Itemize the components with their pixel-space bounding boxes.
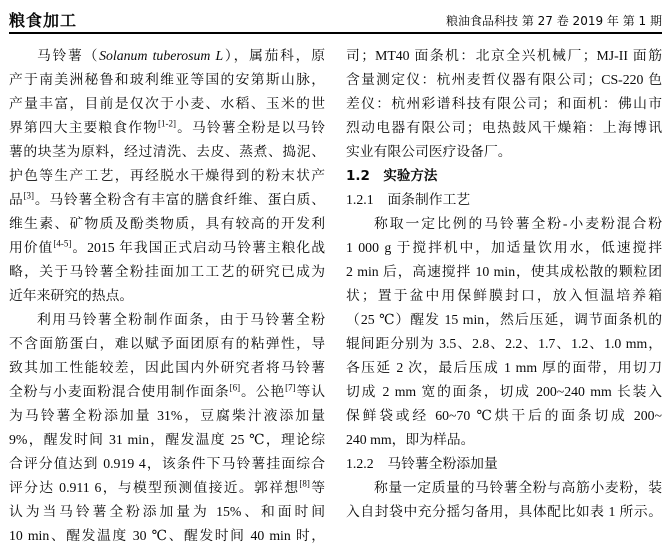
text-segment: 品 (9, 192, 24, 207)
text-segment: 称量一定质量的马铃薯全粉与高筋小麦粉，装 (374, 480, 662, 495)
text-segment: 10 min、醒发温度 30 ℃、醒发时间 40 min 时， (9, 528, 325, 543)
subsection-heading (346, 188, 662, 212)
text-segment: 等认 (295, 384, 326, 399)
text-segment: 差仪：杭州彩谱科技有限公司；和面机：佛山市 (346, 96, 662, 111)
text-segment: 烈动电器有限公司；电热鼓风干燥箱：上海博讯 (346, 120, 662, 135)
journal-issue-info: 粮油食品科技 第 27 卷 2019 年 第 1 期 (446, 14, 662, 28)
text-segment: 司；MT40 面条机：北京全兴机械厂；MJ-II 面筋 (346, 48, 662, 63)
text-line (346, 428, 662, 452)
text-segment: 各压延 2 次，最后压成 1 mm 厚的面带，用切刀 (346, 360, 662, 375)
text-segment: 切成 2 mm 宽的面条，切成 200~240 mm 长装入 (346, 384, 662, 399)
text-line (346, 476, 662, 500)
text-segment: 。马铃薯全粉含有丰富的膳食纤维、蛋白质、 (34, 192, 326, 207)
text-segment: 1.2.2 马铃薯全粉添加量 (346, 456, 498, 471)
text-line (346, 308, 662, 332)
text-segment: 1.2.1 面条制作工艺 (346, 192, 471, 207)
text-line (346, 260, 662, 284)
text-segment: 。2015 年我国正式启动马铃薯主粮化战 (71, 240, 326, 255)
text-segment: 含量测定仪：杭州麦哲仪器有限公司；CS-220 色 (346, 72, 662, 87)
text-segment: 2 min 后，高速搅拌 10 min，使其成松散的颗粒团 (346, 264, 662, 279)
text-segment: 1 000 g 于搅拌机中，加适量饮用水，低速搅拌 (346, 240, 662, 255)
text-line (9, 332, 325, 356)
text-segment: 合评分值达到 0.919 4，该条件下马铃薯挂面综合 (9, 456, 325, 471)
text-line (346, 332, 662, 356)
text-segment: 保鲜袋或经 60~70 ℃烘干后的面条切成 200~ (346, 408, 662, 423)
text-segment: 9%，醒发时间 31 min，醒发温度 25 ℃，理论综 (9, 432, 325, 447)
text-segment: 全粉与小麦面粉混合使用制作面条 (9, 384, 230, 399)
citation-ref: [8] (299, 478, 310, 489)
text-line (9, 500, 325, 524)
text-line (9, 212, 325, 236)
text-segment: 马铃薯（ (37, 48, 100, 63)
text-segment: （25 ℃）醒发 15 min，然后压延，调节面条机的 (346, 312, 662, 327)
text-line (9, 260, 325, 284)
text-line (346, 140, 662, 164)
text-segment: 维生素、矿物质及酚类物质，具有较高的开发利 (9, 216, 325, 231)
text-line (346, 404, 662, 428)
citation-ref: [7] (285, 382, 296, 393)
subsection-heading (346, 452, 662, 476)
text-segment: 产于南美洲秘鲁和玻利维亚等国的安第斯山脉， (9, 72, 325, 87)
text-line (9, 140, 325, 164)
text-segment: 。马铃薯全粉是以马铃 (176, 120, 325, 135)
text-segment: 认为当马铃薯全粉添加量为 15%、和面时间 (9, 504, 325, 519)
text-line (9, 284, 325, 308)
text-line (9, 380, 325, 404)
text-segment: 等 (309, 480, 326, 495)
text-segment: 240 mm，即为样品。 (346, 432, 475, 447)
text-segment: 略，关于马铃薯全粉挂面加工工艺的研究已成为 (9, 264, 325, 279)
text-line (346, 212, 662, 236)
text-line (346, 92, 662, 116)
text-segment: 薯的块茎为原料，经过清洗、去皮、蒸煮、捣泥、 (9, 144, 325, 159)
text-line (346, 356, 662, 380)
text-line (9, 404, 325, 428)
text-segment: 近年来研究的热点。 (9, 288, 134, 303)
text-segment: 为马铃薯全粉添加量 31%，豆腐柴汁液添加量 (9, 408, 325, 423)
text-line (9, 452, 325, 476)
section-heading (346, 164, 662, 188)
right-column (346, 44, 662, 548)
text-line (9, 428, 325, 452)
text-segment: 实业有限公司医疗设备厂。 (346, 144, 512, 159)
text-line (9, 44, 325, 68)
citation-ref: [4-5] (53, 238, 72, 249)
text-line (9, 308, 325, 332)
text-line (9, 236, 325, 260)
text-segment: 护色等生产工艺，再经脱水干燥得到的粉末状产 (9, 168, 325, 183)
text-segment: 产量丰富，目前是仅次于小麦、水稻、玉米的世 (9, 96, 325, 111)
citation-ref: [6] (229, 382, 241, 393)
text-segment: 1.2 实验方法 (346, 168, 438, 184)
text-segment: 评分达 0.911 6，与模型预测值接近。郭祥想 (9, 480, 300, 495)
text-segment: 辊间距分别为 3.5、2.8、2.2、1.7、1.2、1.0 mm， (346, 336, 662, 351)
text-segment: 不含面筋蛋白，难以赋予面团原有的粘弹性，导 (9, 336, 325, 351)
text-line (346, 116, 662, 140)
text-segment: 致其加工性能较差，因此国内外研究者将马铃薯 (9, 360, 325, 375)
text-segment: 称取一定比例的马铃薯全粉-小麦粉混合粉 (374, 216, 662, 231)
text-line (346, 44, 662, 68)
text-line (346, 284, 662, 308)
text-segment: 界第四大主要粮食作物 (9, 120, 158, 135)
latin-species-name: Solanum tuberosum L (99, 48, 224, 63)
text-segment: 用价值 (9, 240, 54, 255)
text-line (9, 476, 325, 500)
text-line (9, 116, 325, 140)
article-body (9, 44, 662, 548)
text-line (9, 356, 325, 380)
text-line (9, 524, 325, 548)
text-segment: 入自封袋中充分摇匀备用，具体配比如表 1 所示。 (346, 504, 662, 519)
text-segment: ），属茄科，原 (223, 48, 326, 63)
text-line (9, 164, 325, 188)
text-segment: 状；置于盆中用保鲜膜封口，放入恒温培养箱 (346, 288, 662, 303)
text-line (9, 188, 325, 212)
page-header (9, 5, 662, 31)
text-line (9, 68, 325, 92)
header-rule (9, 32, 662, 34)
section-label: 粮食加工 (9, 11, 78, 30)
citation-ref: [1-2] (158, 118, 176, 129)
text-line (9, 92, 325, 116)
text-line (346, 500, 662, 524)
text-line (346, 380, 662, 404)
text-segment: 利用马铃薯全粉制作面条，由于马铃薯全粉 (37, 312, 325, 327)
citation-ref: [3] (23, 190, 35, 201)
left-column (9, 44, 325, 548)
text-line (346, 236, 662, 260)
text-line (346, 68, 662, 92)
text-segment: 。公艳 (240, 384, 286, 399)
